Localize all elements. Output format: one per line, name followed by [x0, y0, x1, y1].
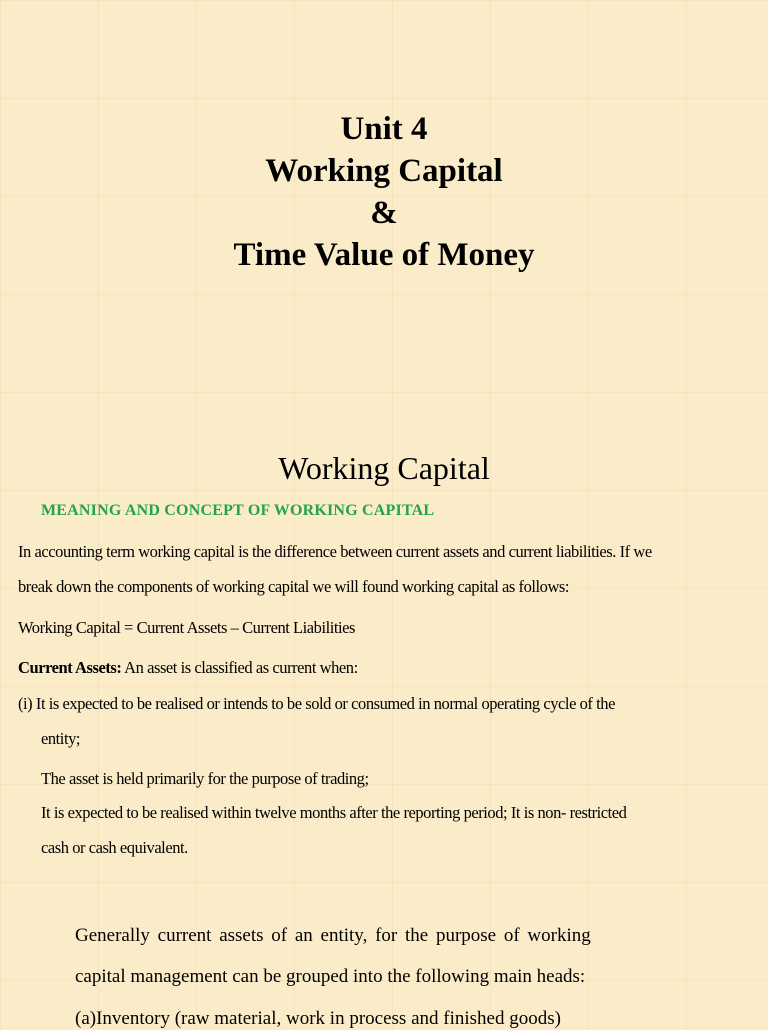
criteria-item-1-continuation: entity; — [41, 729, 81, 748]
heads-intro-line-2: capital management can be grouped into the following main heads: — [75, 966, 586, 987]
criteria-item-3-continuation: cash or cash equivalent. — [41, 838, 188, 857]
heads-item-a: (a)Inventory (raw material, work in process and finished goods) — [75, 1008, 561, 1029]
current-assets-label: Current Assets: — [18, 658, 122, 677]
title-block — [0, 108, 768, 276]
heads-intro-line-1: Generally current assets of an entity, for the purpose of working — [75, 925, 591, 946]
definition-line-1: In accounting term working capital is the difference between current assets and current liabilities. If we — [18, 542, 652, 561]
current-assets-heads-slide — [0, 880, 768, 1029]
slide-heading: Working Capital — [278, 450, 490, 486]
unit-title: Unit 4 — [340, 111, 428, 147]
section-subheading: MEANING AND CONCEPT OF WORKING CAPITAL — [41, 502, 435, 519]
title-slide — [0, 0, 768, 400]
ampersand: & — [370, 195, 398, 231]
criteria-item-3: It is expected to be realised within twelve months after the reporting period; It is non- restricted — [41, 803, 627, 822]
item-marker: (i) — [18, 694, 33, 713]
definition-line-2: break down the components of working capital we will found working capital as follows: — [18, 577, 570, 596]
current-assets-line — [18, 658, 738, 678]
topic-title-working-capital: Working Capital — [265, 153, 503, 189]
criteria-item-2: The asset is held primarily for the purpose of trading; — [41, 769, 369, 788]
criteria-item-1-text: It is expected to be realised or intends to be sold or consumed in normal operating cycle of the — [32, 694, 615, 713]
formula-line: Working Capital = Current Assets – Current Liabilities — [18, 618, 356, 637]
current-assets-text: An asset is classified as current when: — [121, 658, 358, 677]
criteria-item-1 — [18, 694, 738, 714]
topic-title-time-value: Time Value of Money — [233, 237, 535, 273]
working-capital-slide — [0, 400, 768, 880]
